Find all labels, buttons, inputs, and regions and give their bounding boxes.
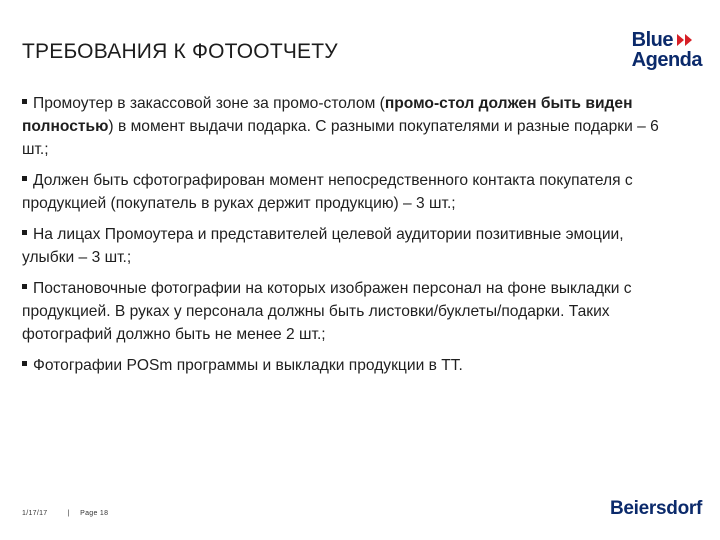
list-item bbox=[22, 92, 662, 161]
bullet-marker bbox=[22, 99, 27, 104]
bullet-marker bbox=[22, 176, 27, 181]
item-text: ) в момент выдачи подарка. С разными покупателями и разные подарки – 6 шт.; bbox=[22, 118, 659, 158]
bullet-list bbox=[22, 92, 662, 385]
page-title: ТРЕБОВАНИЯ К ФОТООТЧЕТУ bbox=[22, 40, 338, 63]
footer-date: 1/17/17 bbox=[22, 510, 48, 517]
item-text: Фотографии POSm программы и выкладки продукции в ТТ. bbox=[33, 357, 463, 374]
item-text: Постановочные фотографии на которых изображен персонал на фоне выкладки с продукцией. В руках у персонала должны быть листовки/буклеты/подарки. Таких фотографий должно быть не менее 2 шт.; bbox=[22, 280, 632, 343]
bullet-marker bbox=[22, 361, 27, 366]
blue-agenda-logo bbox=[632, 30, 702, 70]
brand-line-2: Agenda bbox=[631, 49, 702, 71]
bold-text: промо-стол должен быть виден полностью bbox=[22, 95, 633, 135]
footer bbox=[22, 510, 108, 517]
item-text: На лицах Промоутера и представителей целевой аудитории позитивные эмоции, улыбки – 3 шт.; bbox=[22, 226, 624, 266]
item-text: Должен быть сфотографирован момент непосредственного контакта покупателя с продукцией (покупатель в руках держит продукцию) – 3 шт.; bbox=[22, 172, 633, 212]
bullet-marker bbox=[22, 284, 27, 289]
beiersdorf-logo: Beiersdorf bbox=[609, 498, 702, 519]
list-item bbox=[22, 223, 662, 269]
list-item bbox=[22, 169, 662, 215]
footer-page: Page 18 bbox=[80, 510, 109, 517]
footer-separator: | bbox=[67, 510, 70, 517]
list-item bbox=[22, 277, 662, 346]
double-arrow-icon bbox=[677, 34, 693, 46]
item-text: Промоутер в закассовой зоне за промо-столом ( bbox=[33, 95, 385, 112]
brand-line-1: Blue bbox=[631, 29, 673, 51]
list-item bbox=[22, 354, 662, 377]
bullet-marker bbox=[22, 230, 27, 235]
